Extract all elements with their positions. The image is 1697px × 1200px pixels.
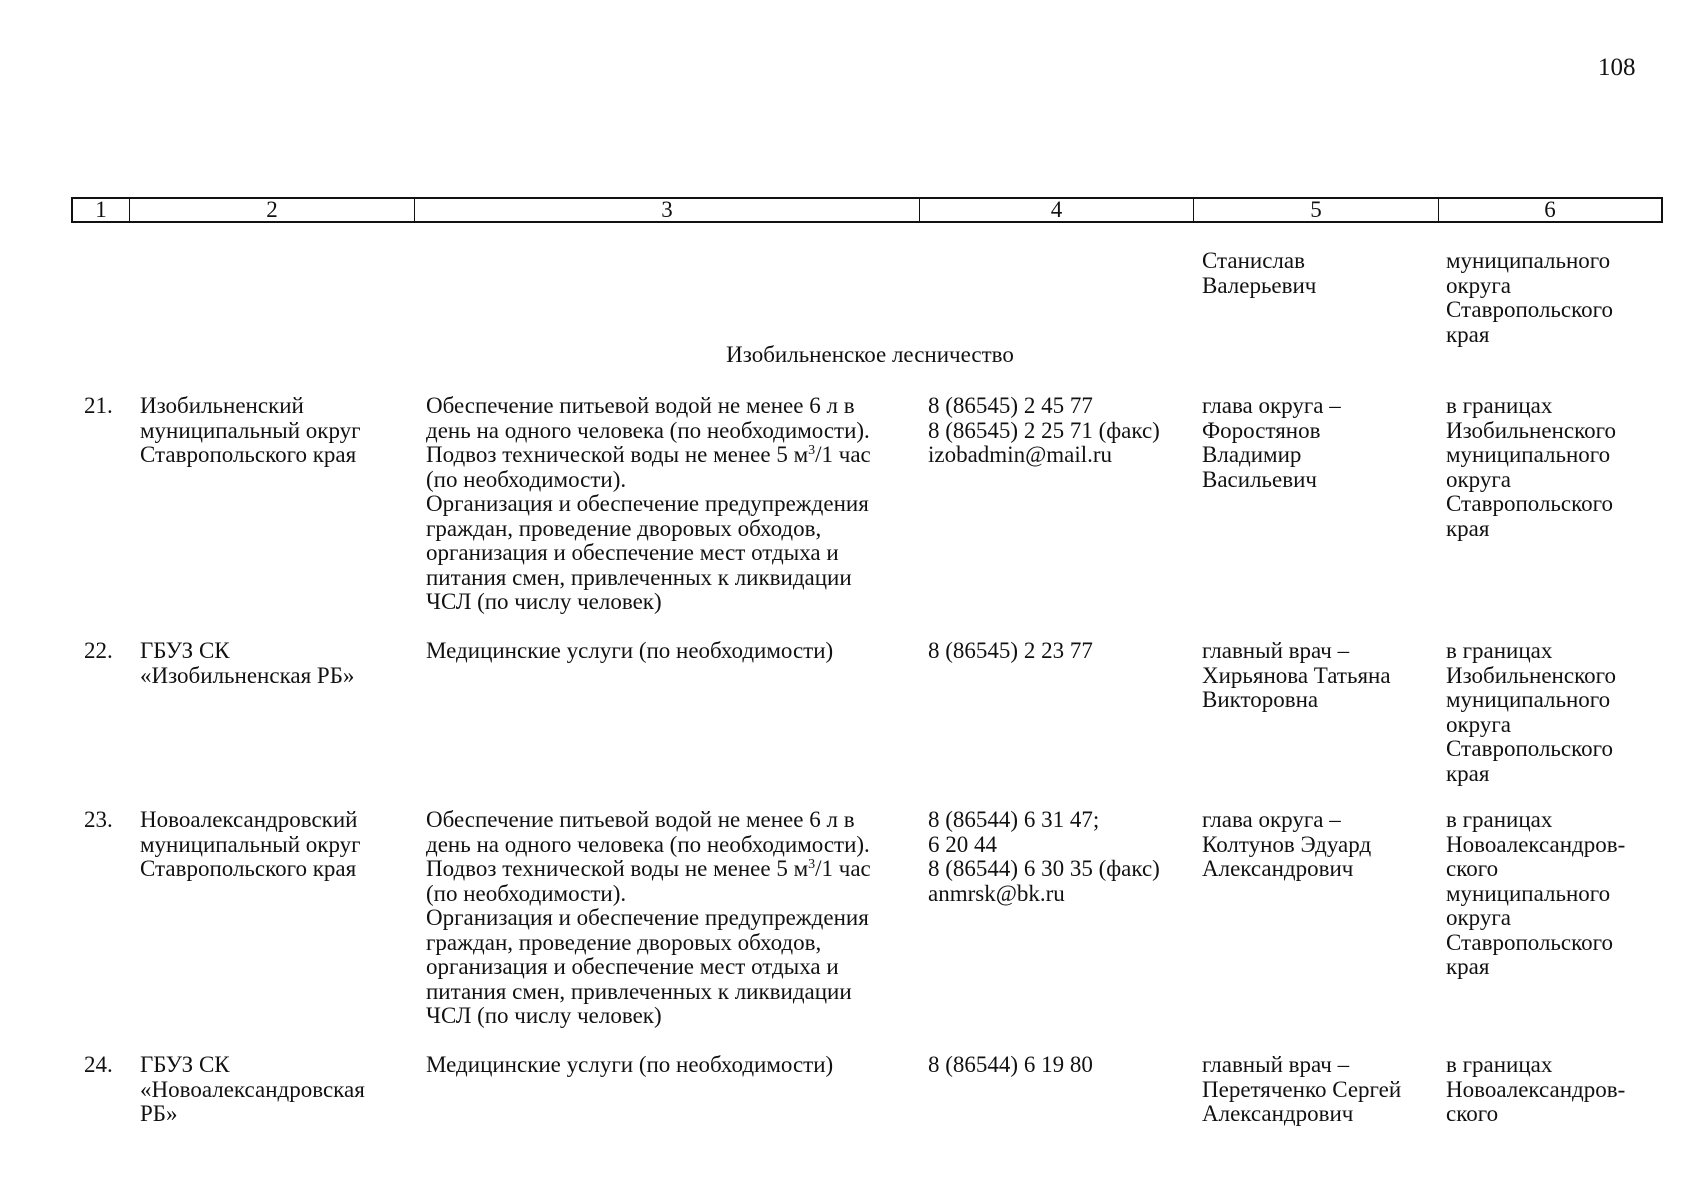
column-header-6: 6 (1544, 197, 1556, 222)
contacts: 8 (86544) 6 31 47; 6 20 44 8 (86544) 6 30 35 (факс) anmrsk@bk.ru (928, 807, 1160, 906)
service-area: в границах Новоалександров- ского муниципального округа Ставропольского края (1446, 807, 1626, 979)
service-area: в границах Изобильненского муниципального округа Ставропольского края (1446, 393, 1616, 541)
services-description: Медицинские услуги (по необходимости) (426, 638, 834, 663)
row-number: 24. (84, 1052, 113, 1077)
column-header-4: 4 (920, 199, 1194, 221)
services-description: Медицинские услуги (по необходимости) (426, 1052, 834, 1077)
row-number: 22. (84, 638, 113, 663)
responsible-person: главный врач – Хирьянова Татьяна Викторовна (1202, 638, 1391, 712)
contacts: 8 (86545) 2 45 77 8 (86545) 2 25 71 (факс) izobadmin@mail.ru (928, 393, 1160, 467)
services-description: Обеспечение питьевой водой не менее 6 л в день на одного человека (по необходимости). Подвоз технической воды не менее 5 $м^3/1$ час (по необходимости). Организация и обеспечение предупреждения граждан, проведение дворовых обходов, организация и обеспечение мест отдыха и питания смен, привлеченных к ликвидации ЧСЛ (по числу человек) (426, 393, 871, 614)
column-header-1: 1 (73, 199, 130, 221)
organization: ГБУЗ СК «Изобильненская РБ» (140, 638, 355, 688)
responsible-person: глава округа – Колтунов Эдуард Александрович (1202, 807, 1372, 881)
responsible-person: главный врач – Перетяченко Сергей Александрович (1202, 1052, 1402, 1126)
organization: Новоалександровский муниципальный округ Ставропольского края (140, 807, 361, 881)
services-description: Обеспечение питьевой водой не менее 6 л в день на одного человека (по необходимости). Подвоз технической воды не менее 5 $м^3/1$ час (по необходимости). Организация и обеспечение предупреждения граждан, проведение дворовых обходов, организация и обеспечение мест отдыха и питания смен, привлеченных к ликвидации ЧСЛ (по числу человек) (426, 807, 871, 1028)
column-header-5: 5 (1194, 199, 1439, 221)
service-area: в границах Изобильненского муниципального округа Ставропольского края (1446, 638, 1616, 786)
organization: ГБУЗ СК «Новоалександровская РБ» (140, 1052, 365, 1126)
page-number: 108 (1598, 54, 1636, 81)
continuation-head: Станислав Валерьевич (1202, 248, 1317, 298)
contacts: 8 (86544) 6 19 80 (928, 1052, 1093, 1077)
column-number-header (71, 197, 1663, 223)
row-number: 21. (84, 393, 113, 418)
service-area: в границах Новоалександров- ского (1446, 1052, 1626, 1126)
row-number: 23. (84, 807, 113, 832)
contacts: 8 (86545) 2 23 77 (928, 638, 1093, 663)
column-header-3: 3 (415, 199, 920, 221)
responsible-person: глава округа – Форостянов Владимир Васильевич (1202, 393, 1341, 492)
section-title: Изобильненское лесничество (726, 342, 1014, 367)
column-header-2: 2 (130, 199, 415, 221)
continuation-area: муниципального округа Ставропольского края (1446, 248, 1613, 347)
organization: Изобильненский муниципальный округ Ставропольского края (140, 393, 361, 467)
